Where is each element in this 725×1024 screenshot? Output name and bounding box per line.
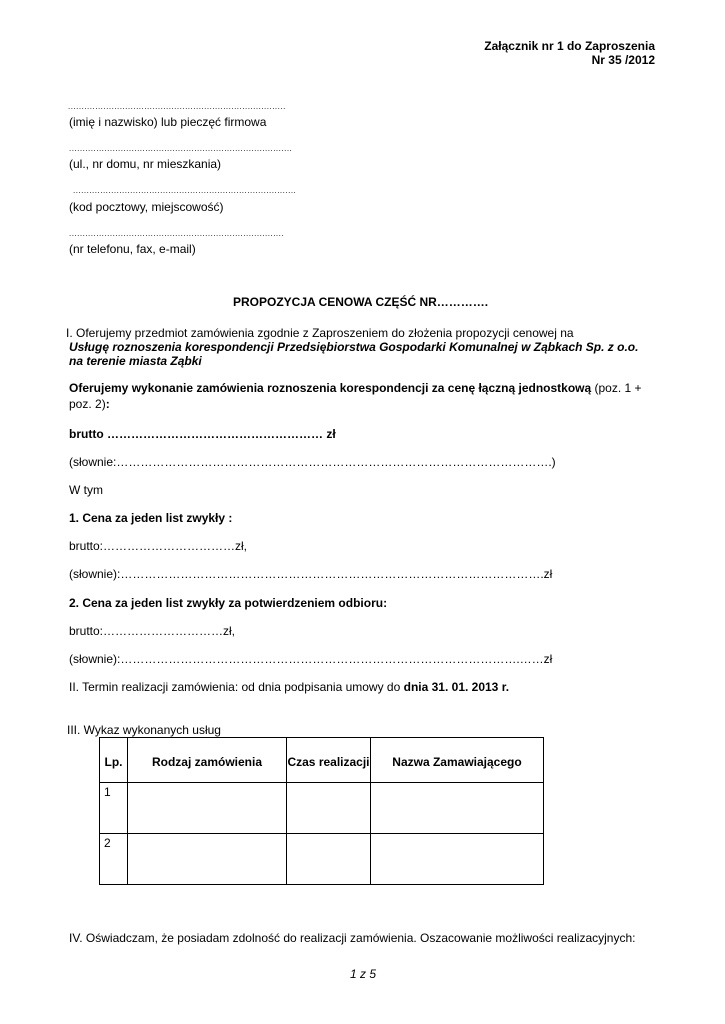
order-type-cell[interactable]: [128, 834, 287, 885]
services-table: [99, 737, 544, 885]
table-row: [100, 834, 544, 885]
page-title: PROPOZYCJA CENOWA CZĘŚĆ NR………….: [233, 295, 489, 309]
item2-brutto-field[interactable]: brutto:…………………………zł,: [69, 624, 236, 638]
duration-cell[interactable]: [287, 834, 371, 885]
column-header-client-name: Nazwa Zamawiającego: [371, 738, 544, 783]
offer-bold-text: Oferujemy wykonanie zamówienia roznoszenia korespondencji za cenę łączną jednostkową: [69, 381, 592, 395]
section3-heading: III. Wykaz wykonanych usług: [67, 723, 221, 737]
deadline-date: dnia 31. 01. 2013 r.: [403, 680, 510, 694]
attachment-label: Załącznik nr 1 do Zaproszenia: [484, 39, 655, 53]
column-header-lp: Lp.: [100, 738, 128, 783]
including-label: W tym: [69, 483, 103, 497]
offer-line2-text: poz. 2): [69, 397, 106, 411]
street-dots: ..................................................................................: [69, 144, 293, 153]
street-field-label: (ul., nr domu, nr mieszkania): [69, 157, 222, 171]
client-name-cell[interactable]: [371, 834, 544, 885]
table-row: [100, 783, 544, 834]
item2-heading: 2. Cena za jeden list zwykły za potwierdzeniem odbioru:: [69, 596, 388, 610]
phone-dots: ...............................................................................: [69, 229, 285, 238]
item1-brutto-field[interactable]: brutto:……………………………zł,: [69, 539, 248, 553]
column-header-order-type: Rodzaj zamówienia: [128, 738, 287, 783]
offer-line2-colon: :: [105, 397, 110, 411]
table-header-row: [100, 738, 544, 783]
row-number-cell: 1: [100, 783, 128, 834]
page-number: 1 z 5: [350, 967, 377, 981]
offer-statement: [69, 381, 642, 395]
section1-intro: I. Oferujemy przedmiot zamówienia zgodnie z Zaproszeniem do złożenia propozycji cenowej na: [66, 326, 574, 340]
service-subject-line2: na terenie miasta Ząbki: [69, 354, 202, 368]
offer-statement-line2: [69, 397, 110, 411]
section4-statement: IV. Oświadczam, że posiadam zdolność do realizacji zamówienia. Oszacowanie możliwości realizacyjnych:: [69, 931, 636, 945]
invitation-number: Nr 35 /2012: [591, 53, 655, 67]
column-header-duration: Czas realizacji: [287, 738, 371, 783]
duration-cell[interactable]: [287, 783, 371, 834]
item1-words-field[interactable]: (słownie):…………………………………………………………………………………………….zł: [69, 567, 553, 581]
offer-normal-text: (poz. 1 +: [591, 381, 642, 395]
postal-field-label: (kod pocztowy, miejscowość): [69, 200, 224, 214]
client-name-cell[interactable]: [371, 783, 544, 834]
section2-deadline: [69, 680, 509, 694]
phone-field-label: (nr telefonu, fax, e-mail): [69, 242, 196, 256]
item1-heading: 1. Cena za jeden list zwykły :: [69, 511, 233, 525]
name-dots: ................................................................................: [68, 102, 286, 111]
service-subject-line1: Usługę roznoszenia korespondencji Przedsiębiorstwa Gospodarki Komunalnej w Ząbkach Sp. z o.o.: [69, 340, 639, 354]
name-field-label: (imię i nazwisko) lub pieczęć firmowa: [69, 115, 267, 129]
postal-dots: ..................................................................................: [73, 186, 297, 195]
deadline-text: II. Termin realizacji zamówienia: od dnia podpisania umowy do: [69, 680, 404, 694]
order-type-cell[interactable]: [128, 783, 287, 834]
item2-words-field[interactable]: (słownie):……………………………………………………………………………………….……zł: [69, 652, 553, 666]
row-number-cell: 2: [100, 834, 128, 885]
total-words-field[interactable]: (słownie:……………………………………………………………………………………………….): [69, 455, 556, 469]
total-brutto-field[interactable]: brutto ……………………………………………… zł: [69, 427, 336, 441]
